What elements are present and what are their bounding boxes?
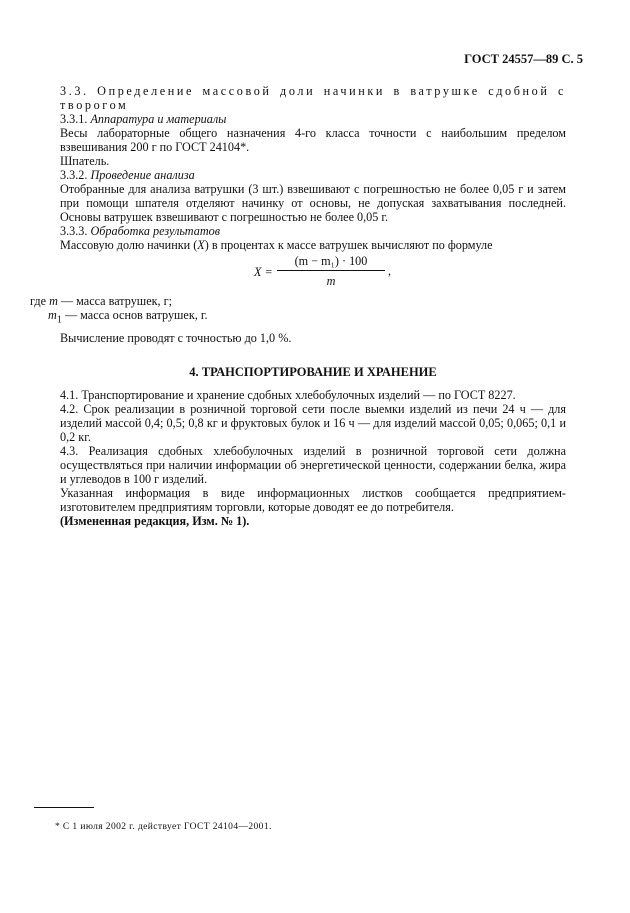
paragraph-precision: Вычисление проводят с точностью до 1,0 %. [60,331,292,346]
clause-4-3: 4.3. Реализация сдобных хлебобулочных изделий в розничной торговой сети должна осуществляться при наличии информации об энергетической ценности, содержании белка, жира и углеводов в 100 г изделий. [60,444,566,487]
formula-denominator: m [326,274,336,288]
formula [60,254,566,288]
definition-m1: $m_1$ — масса основ ватрушек, г. [48,308,208,326]
section-4-title: 4. ТРАНСПОРТИРОВАНИЕ И ХРАНЕНИЕ [189,365,437,380]
footnote-divider [34,807,94,808]
formula-numerator: (m − m₁) · 100 [294,254,368,268]
paragraph-spatula: Шпатель. [60,154,110,168]
definition-m: где m — масса ватрушек, г; [30,294,173,308]
clause-4-2: 4.2. Срок реализации в розничной торговой сети после выемки изделий из печи 24 ч — для изделий массой 0,4; 0,5; 0,8 кг и фруктовых булок и 16 ч — для изделий массой 0,05; 0,065; 0,1 и 0,2 кг. [60,402,566,445]
clause-3-3-3: 3.3.3. Обработка результатов [60,224,221,238]
paragraph-scales: Весы лабораторные общего назначения 4-го класса точности с наибольшим пределом взвешивания 200 г по ГОСТ 24104*. [60,126,566,154]
paragraph-procedure: Отобранные для анализа ватрушки (3 шт.) взвешивают с погрешностью не более 0,05 г и затем при помощи шпателя отделяют начинку от основы, не допуская захватывания последней. Основы ватрушек взвешивают с погрешностью не более 0,05 г. [60,182,566,224]
page-header: ГОСТ 24557—89 С. 5 [464,52,583,66]
paragraph-formula-intro: Массовую долю начинки (X) в процентах к массе ватрушек вычисляют по формуле [60,238,493,252]
fraction-bar [277,270,385,271]
page-content [30,84,566,529]
footnote: * С 1 июля 2002 г. действует ГОСТ 24104—2001. [55,822,272,832]
formula-comma: , [388,264,392,278]
formula-lhs: X = [254,265,273,279]
clause-3-3-2: 3.3.2. Проведение анализа [60,168,195,182]
paragraph-info: Указанная информация в виде информационных листков сообщается предприятием-изготовителем предприятиям торговли, которые доводят ее до потребителя. [60,486,566,515]
clause-3-3: 3.3. Определение массовой доли начинки в ватрушке сдобной с творогом [60,84,566,112]
clause-3-3-1: 3.3.1. Аппаратура и материалы [60,112,227,126]
amendment-note: (Измененная редакция, Изм. № 1). [60,514,250,529]
clause-4-1: 4.1. Транспортирование и хранение сдобных хлебобулочных изделий — по ГОСТ 8227. [60,388,516,403]
